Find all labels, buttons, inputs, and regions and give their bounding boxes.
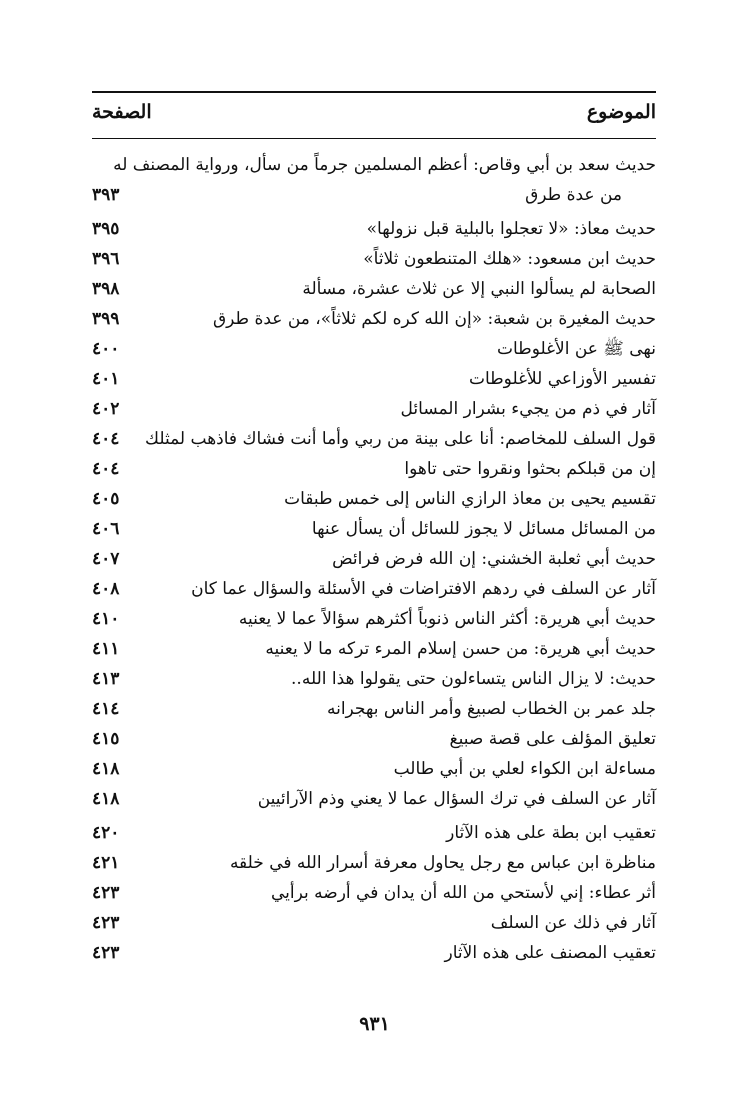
entry-topic: حديث أبي هريرة: أكثر الناس ذنوباً أكثرهم سؤالاً عما لا يعنيه xyxy=(238,609,656,629)
index-entry xyxy=(92,694,656,724)
entry-topic: إن من قبلكم بحثوا ونقروا حتى تاهوا xyxy=(404,459,656,479)
entry-topic: تعقيب ابن بطة على هذه الآثار xyxy=(446,823,656,843)
entry-topic: الصحابة لم يسألوا النبي إلا عن ثلاث عشرة، مسألة xyxy=(302,279,656,299)
index-entry xyxy=(92,664,656,694)
entry-topic: من المسائل مسائل لا يجوز للسائل أن يسأل عنها xyxy=(311,519,656,539)
index-entry xyxy=(92,514,656,544)
index-entry xyxy=(92,724,656,754)
topic-column-heading: الموضوع xyxy=(586,101,656,123)
index-entry xyxy=(92,634,656,664)
index-entry xyxy=(92,214,656,244)
page-number: ٩٣١ xyxy=(359,1013,390,1035)
entry-topic: تفسير الأوزاعي للأغلوطات xyxy=(468,369,656,389)
entry-page-number: ٣٩٨ xyxy=(92,279,120,299)
index-entries xyxy=(92,150,656,968)
index-entry xyxy=(92,150,656,180)
entry-page-number: ٤٠١ xyxy=(92,369,120,389)
entry-topic: آثار عن السلف في ترك السؤال عما لا يعني وذم الآرائيين xyxy=(257,789,656,809)
entry-topic: مساءلة ابن الكواء لعلي بن أبي طالب xyxy=(393,759,656,779)
entry-topic: حديث أبي هريرة: من حسن إسلام المرء تركه ما لا يعنيه xyxy=(265,639,656,659)
entry-topic: حديث: لا يزال الناس يتساءلون حتى يقولوا هذا الله.. xyxy=(291,669,656,689)
entry-page-number: ٤١٠ xyxy=(92,609,120,629)
entry-page-number: ٤١١ xyxy=(92,639,120,659)
entry-topic: حديث سعد بن أبي وقاص: أعظم المسلمين جرماً من سأل، ورواية المصنف له xyxy=(113,155,656,175)
index-entry xyxy=(92,304,656,334)
entry-page-number: ٤٢١ xyxy=(92,853,120,873)
entry-page-number: ٤١٨ xyxy=(92,759,120,779)
index-entry xyxy=(92,848,656,878)
index-entry xyxy=(92,454,656,484)
entry-page-number: ٣٩٣ xyxy=(92,185,120,205)
entry-topic: آثار عن السلف في ردهم الافتراضات في الأسئلة والسؤال عما كان xyxy=(191,579,656,599)
entry-page-number: ٤١٣ xyxy=(92,669,120,689)
entry-page-number: ٣٩٦ xyxy=(92,249,120,269)
entry-page-number: ٣٩٥ xyxy=(92,219,120,239)
index-entry xyxy=(92,784,656,818)
index-entry xyxy=(92,394,656,424)
entry-topic: تعقيب المصنف على هذه الآثار xyxy=(444,943,656,963)
index-entry xyxy=(92,364,656,394)
index-entry xyxy=(92,574,656,604)
entry-page-number: ٤٠٥ xyxy=(92,489,120,509)
entry-page-number: ٤٠٤ xyxy=(92,429,120,449)
entry-page-number: ٤٢٣ xyxy=(92,913,120,933)
entry-page-number: ٤١٨ xyxy=(92,789,120,809)
index-entry xyxy=(92,908,656,938)
header-top-rule xyxy=(92,91,656,93)
entry-topic: آثار في ذم من يجيء بشرار المسائل xyxy=(400,399,656,419)
header-bottom-rule xyxy=(92,138,656,139)
entry-page-number: ٤٢٠ xyxy=(92,823,120,843)
entry-page-number: ٣٩٩ xyxy=(92,309,120,329)
entry-topic: أثر عطاء: إني لأستحي من الله أن يدان في أرضه برأيي xyxy=(271,883,656,903)
index-entry xyxy=(92,274,656,304)
index-entry xyxy=(92,334,656,364)
entry-page-number: ٤١٥ xyxy=(92,729,120,749)
index-entry xyxy=(92,244,656,274)
entry-topic: مناظرة ابن عباس مع رجل يحاول معرفة أسرار الله في خلقه xyxy=(229,853,656,873)
index-entry xyxy=(92,878,656,908)
index-entry xyxy=(92,484,656,514)
index-entry xyxy=(92,544,656,574)
entry-topic: آثار في ذلك عن السلف xyxy=(490,913,656,933)
entry-page-number: ٤٢٣ xyxy=(92,883,120,903)
entry-page-number: ٤٠٦ xyxy=(92,519,120,539)
entry-page-number: ٤٠٨ xyxy=(92,579,120,599)
entry-page-number: ٤٠٢ xyxy=(92,399,120,419)
entry-topic: حديث ابن مسعود: «هلك المتنطعون ثلاثاً» xyxy=(363,249,656,269)
entry-page-number: ٤٠٧ xyxy=(92,549,120,569)
index-entry xyxy=(92,180,656,214)
page-column-heading: الصفحة xyxy=(92,101,152,123)
index-entry xyxy=(92,754,656,784)
entry-topic: من عدة طرق xyxy=(525,185,622,205)
entry-topic: حديث أبي ثعلبة الخشني: إن الله فرض فرائض xyxy=(332,549,656,569)
entry-topic: قول السلف للمخاصم: أنا على بينة من ربي وأما أنت فشاك فاذهب لمثلك xyxy=(145,429,656,449)
entry-page-number: ٤٠٤ xyxy=(92,459,120,479)
entry-topic: نهى ﷺ عن الأغلوطات xyxy=(496,339,656,359)
entry-topic: تعليق المؤلف على قصة صبيغ xyxy=(449,729,656,749)
entry-topic: تقسيم يحيى بن معاذ الرازي الناس إلى خمس طبقات xyxy=(284,489,656,509)
entry-topic: حديث المغيرة بن شعبة: «إن الله كره لكم ثلاثاً»، من عدة طرق xyxy=(212,309,656,329)
index-entry xyxy=(92,604,656,634)
index-entry xyxy=(92,938,656,968)
entry-page-number: ٤٢٣ xyxy=(92,943,120,963)
entry-topic: حديث معاذ: «لا تعجلوا بالبلية قبل نزولها» xyxy=(366,219,656,239)
entry-topic: جلد عمر بن الخطاب لصبيغ وأمر الناس بهجرانه xyxy=(326,699,656,719)
entry-page-number: ٤٠٠ xyxy=(92,339,120,359)
table-header xyxy=(92,97,656,133)
entry-page-number: ٤١٤ xyxy=(92,699,120,719)
index-entry xyxy=(92,424,656,454)
index-entry xyxy=(92,818,656,848)
